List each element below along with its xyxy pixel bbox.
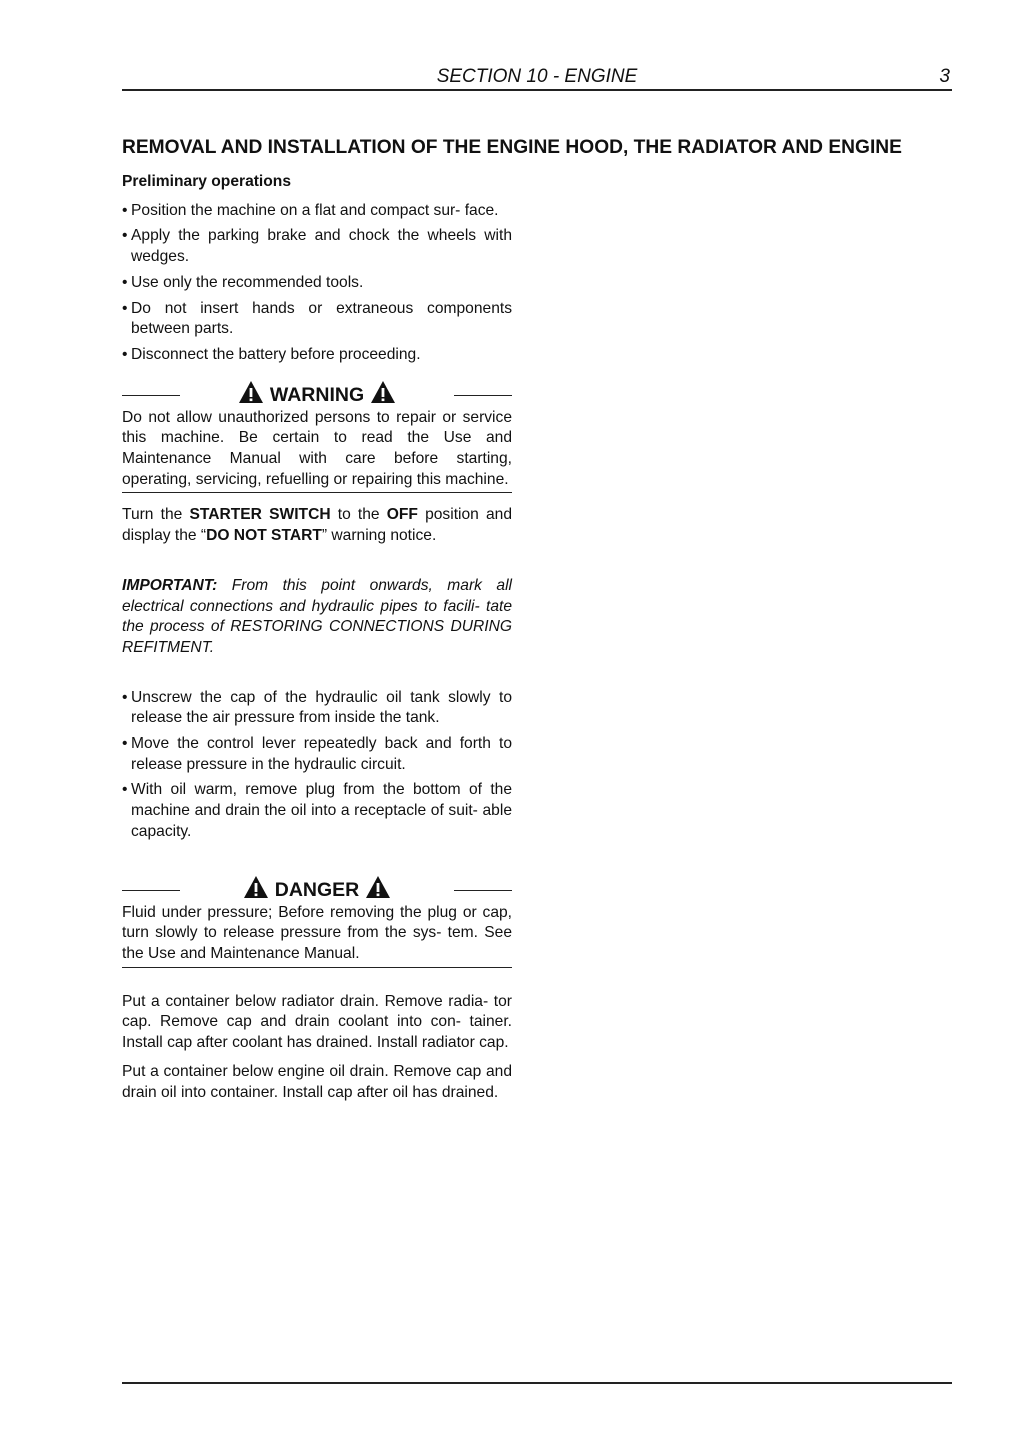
warning-triangle-icon — [365, 875, 391, 899]
starter-instruction — [122, 505, 512, 546]
danger-text: Fluid under pressure; Before removing the plug or cap, turn slowly to release pressure from the sys- tem. See the Use and Maintenance Manual. — [122, 903, 512, 968]
list-item: • With oil warm, remove plug from the bottom of the machine and drain the oil into a receptacle of suit- able capacity. — [122, 780, 512, 842]
divider — [454, 890, 512, 891]
text-run: Turn the — [122, 506, 190, 524]
off-term: OFF — [386, 506, 418, 524]
danger-label: DANGER — [274, 878, 360, 901]
warning-header — [122, 378, 512, 408]
list-item: • Move the control lever repeatedly back and forth to release pressure in the hydraulic circuit. — [122, 734, 512, 775]
divider — [454, 395, 512, 396]
important-note — [122, 576, 512, 659]
preliminary-list — [122, 201, 512, 366]
do-not-start-term: DO NOT START — [206, 527, 322, 545]
list-item: • Unscrew the cap of the hydraulic oil tank slowly to release the air pressure from inside the tank. — [122, 688, 512, 729]
text-run: ” warning notice. — [321, 527, 437, 545]
hydraulic-list — [122, 688, 512, 843]
warning-triangle-icon — [238, 380, 264, 404]
starter-switch-term: STARTER SWITCH — [189, 506, 331, 524]
important-text: From this point onwards, mark all electrical connections and hydraulic pipes to facili- tate the process of RESTORING CONNECTIONS DURING REFITMENT. — [122, 576, 512, 656]
engine-oil-instruction: Put a container below engine oil drain. Remove cap and drain oil into container. Install cap after oil has drained. — [122, 1062, 512, 1101]
warning-triangle-icon — [243, 875, 269, 899]
footer-rule — [122, 1382, 952, 1384]
warning-label: WARNING — [269, 383, 365, 406]
page-title: REMOVAL AND INSTALLATION OF THE ENGINE HOOD, THE RADIATOR AND ENGINE — [122, 137, 902, 158]
main-column — [122, 172, 512, 1103]
list-item: • Apply the parking brake and chock the wheels with wedges. — [122, 226, 512, 267]
text-run: to the — [330, 506, 387, 524]
section-title: SECTION 10 - ENGINE — [436, 66, 638, 87]
danger-header — [122, 873, 512, 903]
page-number: 3 — [939, 66, 950, 87]
warning-text: Do not allow unauthorized persons to repair or service this machine. Be certain to read the Use and Maintenance Manual with care before starting, operating, servicing, refuelling or repairing this machine. — [122, 408, 512, 494]
text-run: position and display the “ — [122, 506, 513, 545]
list-item: • Do not insert hands or extraneous components between parts. — [122, 299, 512, 340]
page-header — [122, 64, 952, 91]
warning-triangle-icon — [370, 380, 396, 404]
list-item: • Position the machine on a flat and compact sur- face. — [122, 201, 512, 222]
important-label: IMPORTANT: — [122, 576, 218, 594]
preliminary-heading: Preliminary operations — [122, 173, 291, 190]
list-item: • Disconnect the battery before proceeding. — [122, 345, 512, 366]
radiator-instruction: Put a container below radiator drain. Remove radia- tor cap. Remove cap and drain coolant into con- tainer. Install cap after coolant has drained. Install radiator cap. — [122, 992, 512, 1052]
list-item: • Use only the recommended tools. — [122, 273, 512, 294]
